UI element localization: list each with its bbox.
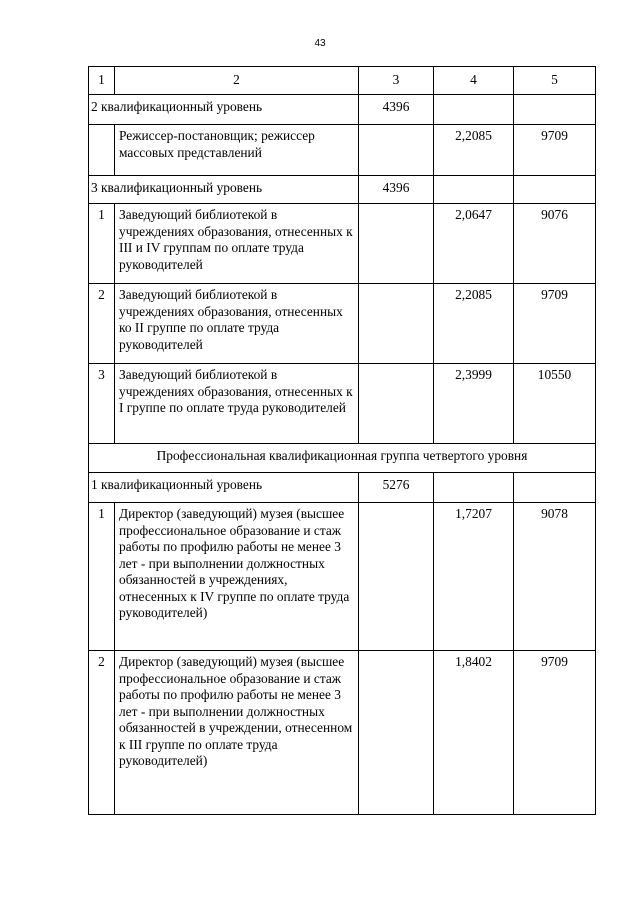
row-number [89,125,115,176]
level-base-value: 4396 [359,176,434,204]
table-row [89,284,596,364]
coefficient-value: 2,3999 [434,364,514,444]
column-header: 4 [434,67,514,95]
salary-value: 9076 [514,204,596,284]
empty-cell [359,503,434,651]
row-number: 2 [89,651,115,815]
level-label: 3 квалификационный уровень [89,176,359,204]
empty-cell [359,125,434,176]
position-description: Директор (заведующий) музея (высшее профессиональное образование и стаж работы по профилю работы не менее 3 лет - при выполнении должностных обязанностей в учреждении, отнесенном к III группе по оплате труда руководителей) [115,651,359,815]
empty-cell [434,95,514,125]
coefficient-value: 2,2085 [434,125,514,176]
coefficient-value: 2,0647 [434,204,514,284]
qualification-group-row [89,444,596,473]
table-row [89,503,596,651]
qualification-level-row [89,473,596,503]
position-description: Заведующий библиотекой в учреждениях образования, отнесенных ко II группе по оплате труда руководителей [115,284,359,364]
column-header: 2 [115,67,359,95]
empty-cell [514,473,596,503]
empty-cell [359,204,434,284]
salary-value: 9709 [514,125,596,176]
coefficient-value: 1,7207 [434,503,514,651]
column-header: 3 [359,67,434,95]
salary-value: 9078 [514,503,596,651]
row-number: 3 [89,364,115,444]
empty-cell [434,473,514,503]
row-number: 1 [89,503,115,651]
position-description: Режиссер-постановщик; режиссер массовых представлений [115,125,359,176]
empty-cell [359,651,434,815]
group-title: Профессиональная квалификационная группа четвертого уровня [89,444,596,473]
page-number: 43 [314,38,326,49]
row-number: 2 [89,284,115,364]
salary-value: 10550 [514,364,596,444]
level-label: 1 квалификационный уровень [89,473,359,503]
position-description: Заведующий библиотекой в учреждениях образования, отнесенных к I группе по оплате труда руководителей [115,364,359,444]
coefficient-value: 1,8402 [434,651,514,815]
position-description: Заведующий библиотекой в учреждениях образования, отнесенных к III и IV группам по оплате труда руководителей [115,204,359,284]
coefficient-value: 2,2085 [434,284,514,364]
salary-value: 9709 [514,651,596,815]
table-row [89,125,596,176]
column-header: 1 [89,67,115,95]
level-label: 2 квалификационный уровень [89,95,359,125]
qualification-level-row [89,95,596,125]
qualification-table [88,66,596,815]
table-row [89,651,596,815]
empty-cell [359,284,434,364]
empty-cell [514,95,596,125]
level-base-value: 4396 [359,95,434,125]
position-description: Директор (заведующий) музея (высшее профессиональное образование и стаж работы по профилю работы не менее 3 лет - при выполнении должностных обязанностей в учреждениях, отнесенных к IV группе по оплате труда руководителей) [115,503,359,651]
column-header: 5 [514,67,596,95]
level-base-value: 5276 [359,473,434,503]
row-number: 1 [89,204,115,284]
salary-value: 9709 [514,284,596,364]
empty-cell [359,364,434,444]
table-header-row [89,67,596,95]
table-row [89,364,596,444]
empty-cell [434,176,514,204]
qualification-level-row [89,176,596,204]
empty-cell [514,176,596,204]
table-row [89,204,596,284]
